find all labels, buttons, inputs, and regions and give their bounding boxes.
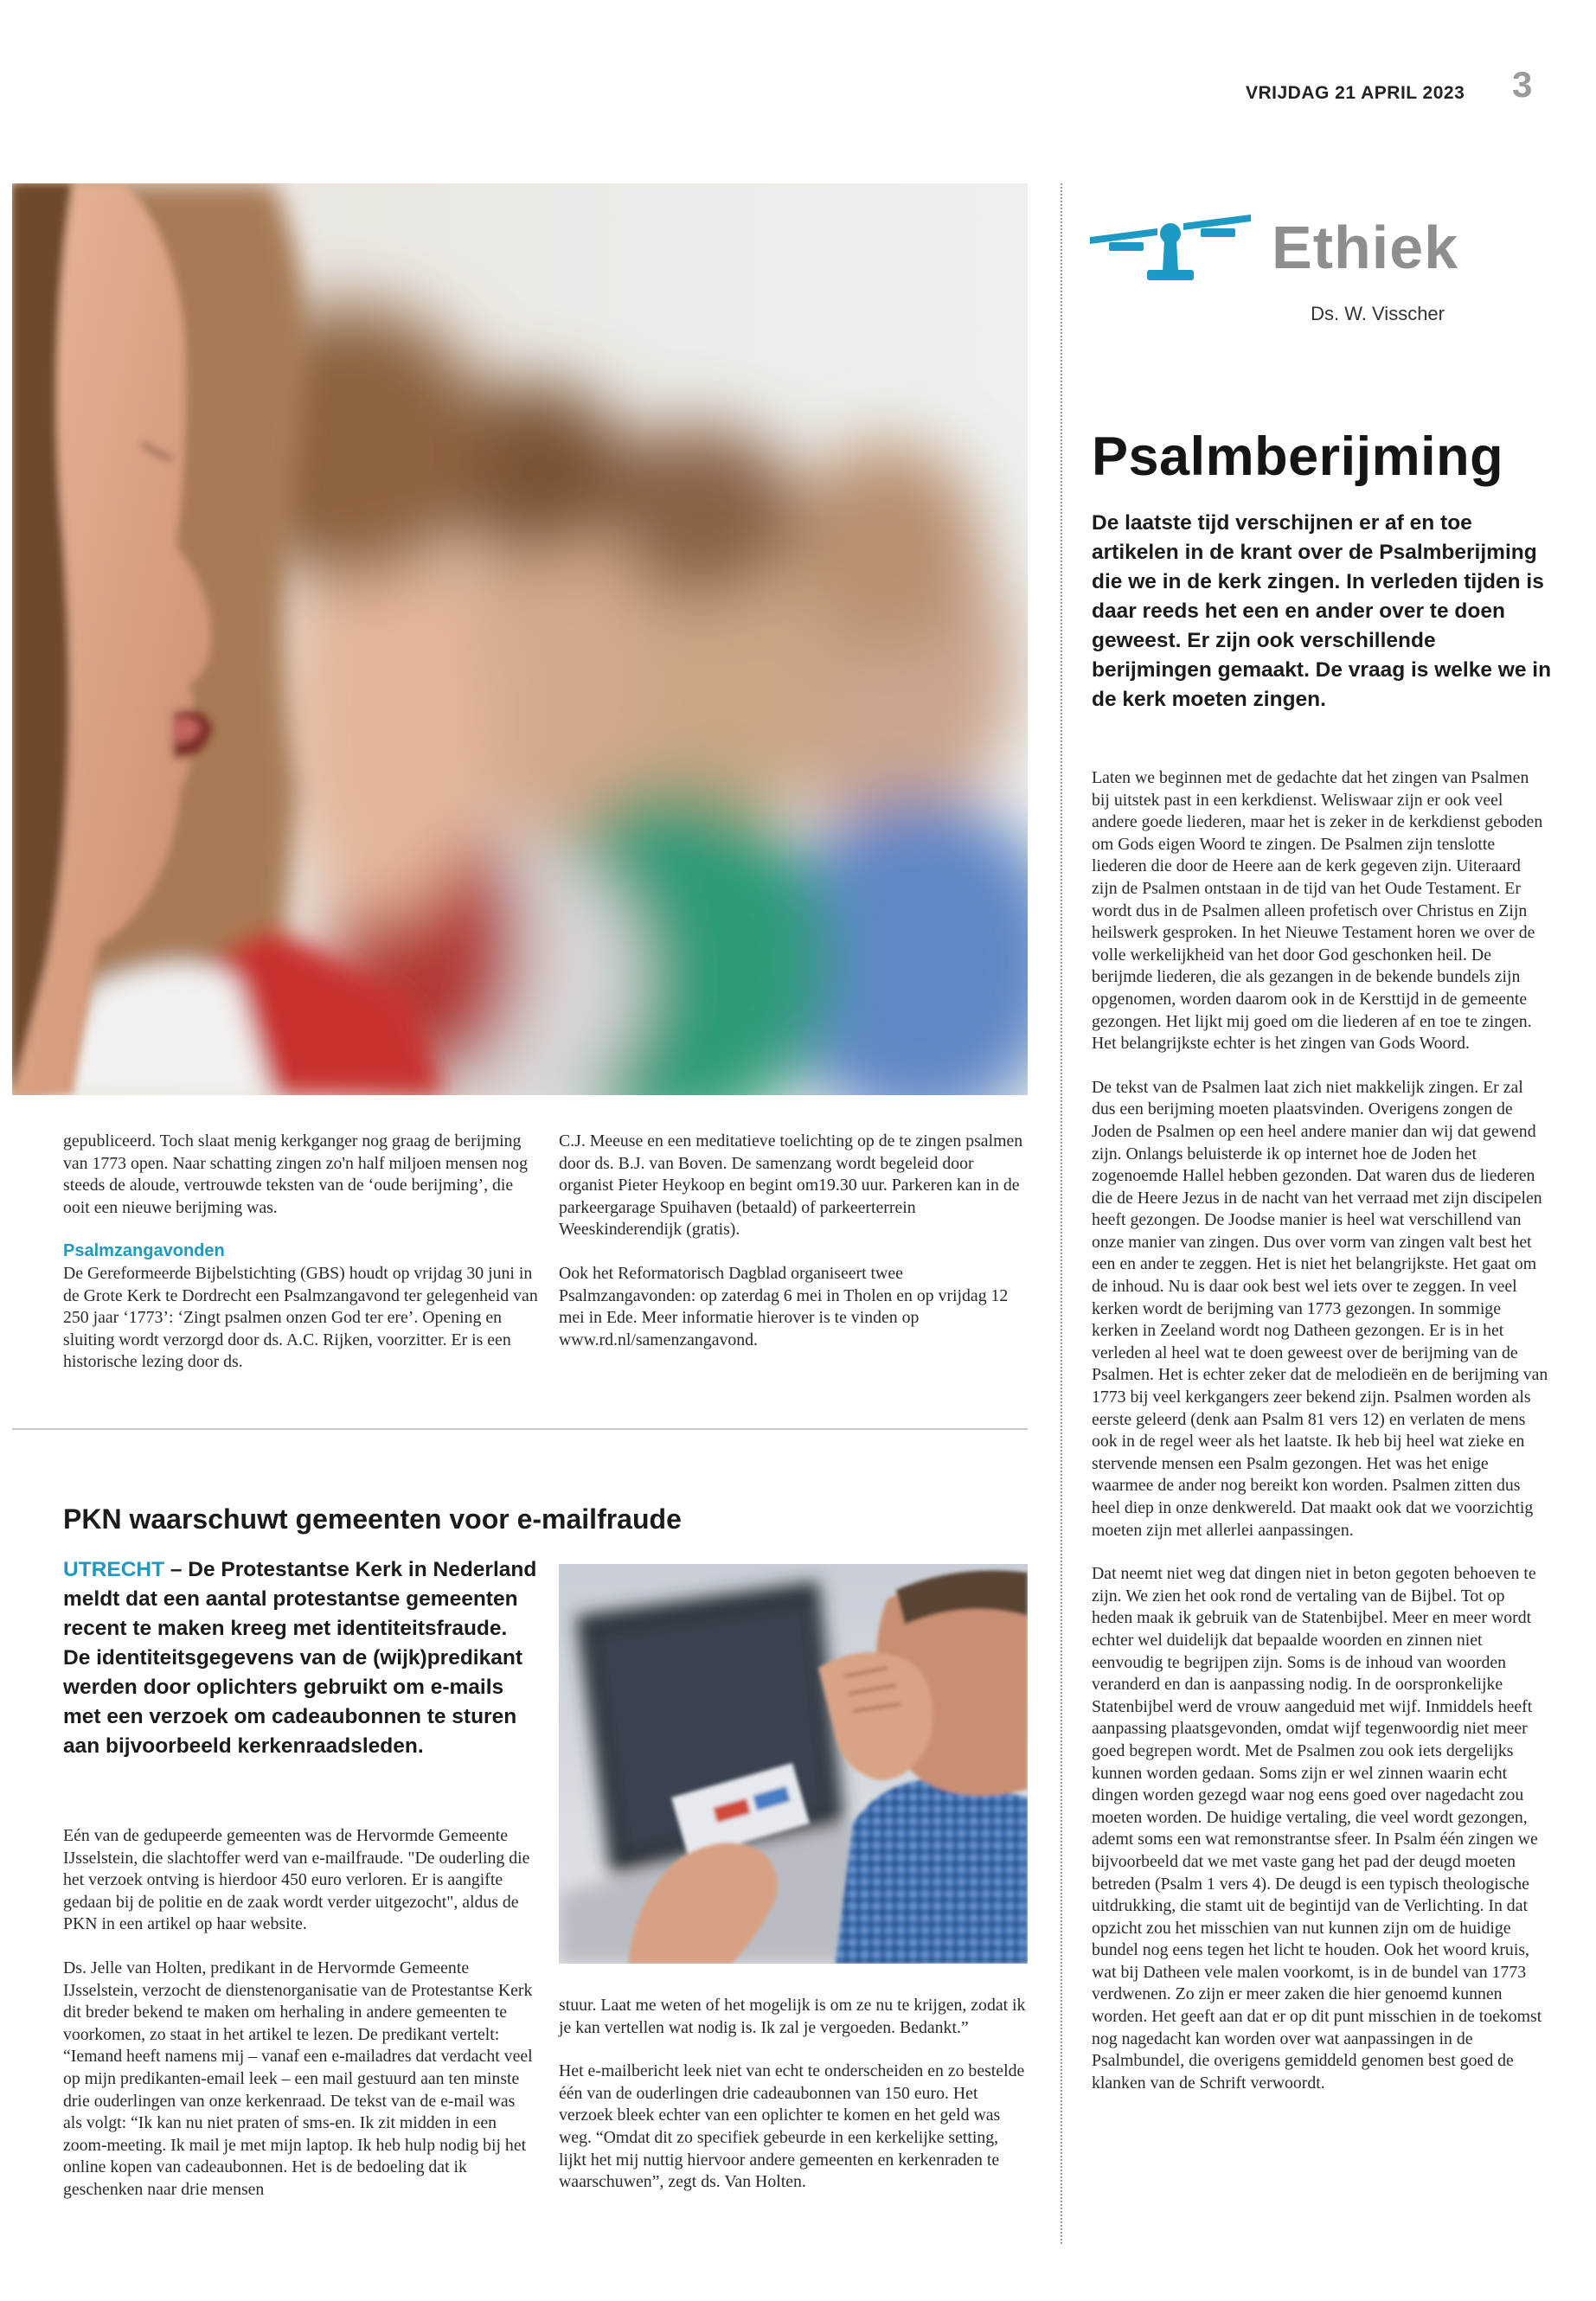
article-paragraph: Het e-mailbericht leek niet van echt te onderscheiden en zo bestelde één van de ouderlingen drie cadeaubonnen van 150 euro. Het verzoek bleek echter van een oplichter te komen en het geld was weg. “Omdat dit zo specifiek gebeurde in een kerkelijke setting, lijkt het mij nuttig hiervoor andere gemeenten en kerkenraden te waarschuwen”, zegt ds. Van Holten. [559, 2061, 1025, 2192]
pkn-headline: PKN waarschuwt gemeenten voor e-mailfraude [63, 1503, 682, 1535]
pkn-column-right [559, 1995, 1026, 2215]
pkn-lead-text: – De Protestantse Kerk in Nederland meldt dat een aantal protestantse gemeenten recent te maken kreeg met identiteitsfraude. De identiteitsgegevens van de (wijk)predikant werden door oplichters gebruikt om e-mails met een verzoek om cadeaubonnen te sturen aan bijvoorbeeld kerkenraadsleden. [63, 1558, 537, 1758]
column-headline: Psalmberijming [1092, 426, 1504, 487]
pkn-dateline: UTRECHT [63, 1558, 165, 1581]
article-paragraph: Ds. Jelle van Holten, predikant in de Hervormde Gemeente IJsselstein, verzocht de dienstenorganisatie van de Protestantse Kerk dit breder bekend te maken om herhaling in andere gemeenten te voorkomen, zo staat in het artikel te lezen. De predikant vertelt: “Iemand heeft namens mij – vanaf een e-mailadres dat verdacht veel op mijn predikanten-email leek – een mail gestuurd aan ten minste drie ouderlingen van onze kerkenraad. De tekst van de e-mail was als volgt: “Ik kan nu niet praten of sms-en. Ik zit midden in een zoom-meeting. Ik mail je met mijn laptop. Ik heb hulp nodig bij het online kopen van cadeaubonnen. Het is de bedoeling dat ik geschenken naar drie mensen [63, 1958, 533, 2199]
column-intro: De laatste tijd verschijnen er af en toe artikelen in de krant over de Psalmberijming die we in de kerk zingen. In verleden tijden is daar reeds het een en ander over te doen geweest. Er zijn ook verschillende berijmingen gemaakt. De vraag is welke we in de kerk moeten zingen. [1092, 511, 1552, 711]
column-divider [1061, 183, 1062, 2244]
column-paragraph: Laten we beginnen met de gedachte dat het zingen van Psalmen bij uitstek past in een kerkdienst. Weliswaar zijn er ook veel andere goede liederen, maar het is zeker in de kerkdienst geboden om Gods eigen Woord te zingen. De Psalmen zijn tenslotte liederen die door de Heere aan de kerk gegeven zijn. Uiteraard zijn de Psalmen ontstaan in de tijd van het Oude Testament. Er wordt dus in de Psalmen alleen profetisch over Christus en Zijn heilswerk gesproken. In het Nieuwe Testament horen we over de volle werkelijkheid van het door God geschonken heil. De berijmde liederen, die als gezangen in de bekende bundels zijn opgenomen, worden daarom ook in de Kersttijd in de gemeente gezongen. Het lijkt mij goed om die liederen af en toe te zingen. Het belangrijkste echter is het zingen van Gods Woord. [1092, 768, 1543, 1054]
photo-man-holding-card-icon [559, 1564, 1028, 1964]
column-paragraph: De tekst van de Psalmen laat zich niet makkelijk zingen. Er zal dus een berijming moeten plaatsvinden. Overigens zongen de Joden de Psalmen op een heel andere manier dan wij dat gewend zijn. Onlangs beluisterde ik op internet hoe de Joden het zogenoemde Hallel hebben gezonden. Dat waren dus de liederen die de Heere Jezus in de nacht van het verraad met zijn discipelen heeft gezongen. De Joodse manier is heel wat verschillend van onze manier van zingen. Dus over vorm van zingen valt best het een en ander te zeggen. Het is niet het belangrijkste. Het gaat om de inhoud. Nu is daar ook best wel iets over te zeggen. In veel kerken wordt de berijming van 1773 gezongen. In sommige kerken in Zeeland wordt nog Datheen gezongen. Er is in het verleden al heel wat te doen geweest over de berijming van de Psalmen. Het is echter zeker dat de melodieën en de berijming van 1773 bij veel kerkgangers zeer bekend zijn. Psalmen worden als eerste geleerd (denk aan Psalm 81 vers 12) en verlaten de mens ook in de regel weer als het laatste. Ik heb bij heel wat zieke en stervende mensen een Psalm gezongen. Het was het enige waarmee de ander nog bereikt kon worden. Psalmen zitten dus heel diep in onze denkwereld. Dat maakt ook dat we voorzichtig moeten zijn met allerlei aanpassingen. [1092, 1077, 1548, 1540]
hero-photo-choir [12, 183, 1028, 1095]
pkn-lead [63, 1555, 537, 1761]
psalm-article-column-left [63, 1131, 541, 1395]
rubric-title: Ethiek [1272, 214, 1459, 281]
pkn-column-left [63, 1825, 537, 2223]
article-paragraph: gepubliceerd. Toch slaat menig kerkganger nog graag de berijming van 1773 open. Naar schatting zingen zo'n half miljoen mensen nog steeds de aloude, vertrouwde teksten van de ‘oude berijming’, die ooit een nieuwe berijming was. [63, 1131, 528, 1217]
photo-choir-singing-icon [12, 183, 1028, 1095]
article-paragraph: De Gereformeerde Bijbelstichting (GBS) houdt op vrijdag 30 juni in de Grote Kerk te Dordrecht een Psalmzangavond ter gelegenheid van 250 jaar ‘1773’: ‘Zingt psalmen onzen God ter ere’. Opening en sluiting wordt verzorgd door ds. A.C. Rijken, voorzitter. Er is een historische lezing door ds. [63, 1263, 538, 1372]
article-paragraph: Eén van de gedupeerde gemeenten was de Hervormde Gemeente IJsselstein, die slachtoffer werd van e-mailfraude. "De ouderling die het verzoek ontving is hierdoor 450 euro verloren. Er is aangifte gedaan bij de politie en de zaak wordt verder uitgezocht", aldus de PKN in een artikel op haar website. [63, 1826, 530, 1934]
pkn-photo [559, 1564, 1028, 1964]
article-paragraph: Ook het Reformatorisch Dagblad organiseert twee Psalmzangavonden: op zaterdag 6 mei in Tholen en op vrijdag 12 mei in Ede. Meer informatie hierover is te vinden op www.rd.nl/samenzangavond. [559, 1263, 1009, 1349]
article-paragraph: C.J. Meeuse en een meditatieve toelichting op de te zingen psalmen door ds. B.J. van Boven. De samenzang wordt begeleid door organist Pieter Heykoop en begint om19.30 uur. Parkeren kan in de parkeergarage Spuihaven (betaald) of parkeerterrein Weeskinderendijk (gratis). [559, 1131, 1023, 1240]
page-date: VRIJDAG 21 APRIL 2023 [1246, 83, 1465, 103]
section-divider [12, 1428, 1028, 1430]
column-body [1092, 767, 1548, 2116]
article-paragraph: stuur. Laat me weten of het mogelijk is om ze nu te krijgen, zodat ik je kan vertellen wat nodig is. Ik zal je vergoeden. Bedankt.” [559, 1996, 1026, 2037]
article-subhead: Psalmzangavonden [63, 1241, 225, 1261]
scales-icon [1088, 211, 1253, 289]
page-number: 3 [1512, 64, 1533, 105]
column-author: Ds. W. Visscher [1311, 303, 1445, 324]
psalm-article-column-right [559, 1131, 1026, 1373]
column-paragraph: Dat neemt niet weg dat dingen niet in beton gegoten behoeven te zijn. We zien het ook rond de vertaling van de Bijbel. Tot op heden maak ik gebruik van de Statenbijbel. Meer en meer wordt echter wel duidelijk dat bepaalde woorden en zinnen niet eenvoudig te begrijpen zijn. Soms is de inhoud van woorden veranderd en dan is aanpassing nodig. In de oorspronkelijke Statenbijbel werd de vrouw aangeduid met wijf. Inmiddels heeft aanpassing plaatsgevonden, omdat wijf tegenwoordig niet meer goed begrepen wordt. Met de Psalmen zou ook iets dergelijks kunnen worden gedaan. Soms zijn er wel zinnen waarin echt dingen worden gezegd waar nog eens goed over nagedacht zou moeten worden. De huidige vertaling, die veel wordt gezongen, ademt soms een wat remonstrantse sfeer. In Psalm één zingen we bijvoorbeeld dat we met vaste gang het pad der deugd moeten betreden (Psalm 1 vers 4). De deugd is een typisch theologische uitdrukking, die stamt uit de begintijd van de Verlichting. In dat opzicht zou het misschien van nut kunnen zijn om de huidige bundel nog eens tegen het licht te houden. Ook het woord kruis, wat bij Datheen vele malen voorkomt, is in de bundel van 1773 verdwenen. Zo zijn er meer zaken die hier genoemd kunnen worden. Het geeft aan dat er op dit punt misschien in de toekomst nog nagedacht kan worden over wat aanpassingen in de Psalmbundel, die overigens gemiddeld genomen best goed de klanken van de Schrift verwoordt. [1092, 1564, 1542, 2093]
